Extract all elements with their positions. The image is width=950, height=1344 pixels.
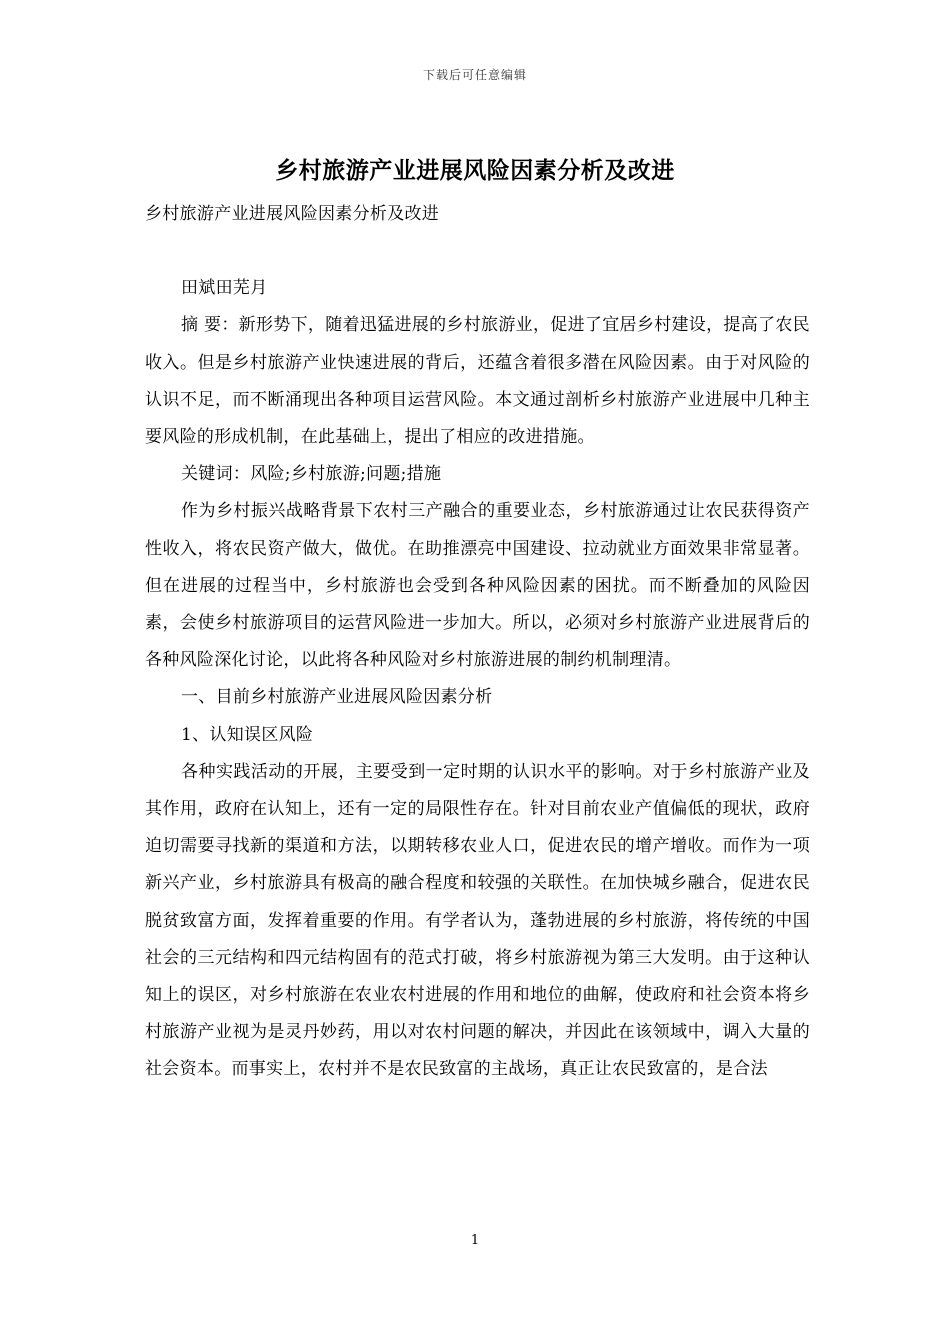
header-note: 下载后可任意编辑 [422, 68, 527, 82]
authors: 田斌田芜月 [181, 278, 268, 299]
keywords-line: 关键词：风险;乡村旅游;问题;措施 [181, 464, 442, 485]
body-paragraph: 各种实践活动的开展，主要受到一定时期的认识水平的影响。对于乡村旅游产业及其作用，政府在认知上，还有一定的局限性存在。针对目前农业产值偏低的现状，政府迫切需要寻找新的渠道和方法，以期转移农业人口，促进农民的增产增收。而作为一项新兴产业，乡村旅游具有极高的融合程度和较强的关联性。在加快城乡融合，促进农民脱贫致富方面，发挥着重要的作用。有学者认为，蓬勃进展的乡村旅游，将传统的中国社会的三元结构和四元结构固有的范式打破，将乡村旅游视为第三大发明。由于这种认知上的误区，对乡村旅游在农业农村进展的作用和地位的曲解，使政府和社会资本将乡村旅游产业视为是灵丹妙药，用以对农村问题的解决，并因此在该领域中，调入大量的社会资本。而事实上，农村并不是农民致富的主战场，真正让农民致富的，是合法 [145, 761, 810, 1080]
section-heading: 一、目前乡村旅游产业进展风险因素分析 [181, 687, 493, 708]
blank-line [145, 233, 810, 270]
abstract-paragraph: 摘 要：新形势下，随着迅猛进展的乡村旅游业，促进了宜居乡村建设，提高了农民收入。但是乡村旅游产业快速进展的背后，还蕴含着很多潜在风险因素。由于对风险的认识不足，而不断涌现出各种项目运营风险。本文通过剖析乡村旅游产业进展中几种主要风险的形成机制，在此基础上，提出了相应的改进措施。 [145, 315, 810, 448]
intro-paragraph: 作为乡村振兴战略背景下农村三产融合的重要业态，乡村旅游通过让农民获得资产性收入，将农民资产做大，做优。在助推漂亮中国建设、拉动就业方面效果非常显著。但在进展的过程当中，乡村旅游也会受到各种风险因素的困扰。而不断叠加的风险因素，会使乡村旅游项目的运营风险进一步加大。所以，必须对乡村旅游产业进展背后的各种风险深化讨论，以此将各种风险对乡村旅游进展的制约机制理清。 [145, 501, 810, 671]
document-subtitle: 乡村旅游产业进展风险因素分析及改进 [145, 204, 440, 224]
document-body [145, 196, 810, 1089]
subsection-heading: 1、认知误区风险 [181, 724, 314, 745]
document-title: 乡村旅游产业进展风险因素分析及改进 [275, 157, 675, 184]
page-number: 1 [470, 1233, 480, 1248]
